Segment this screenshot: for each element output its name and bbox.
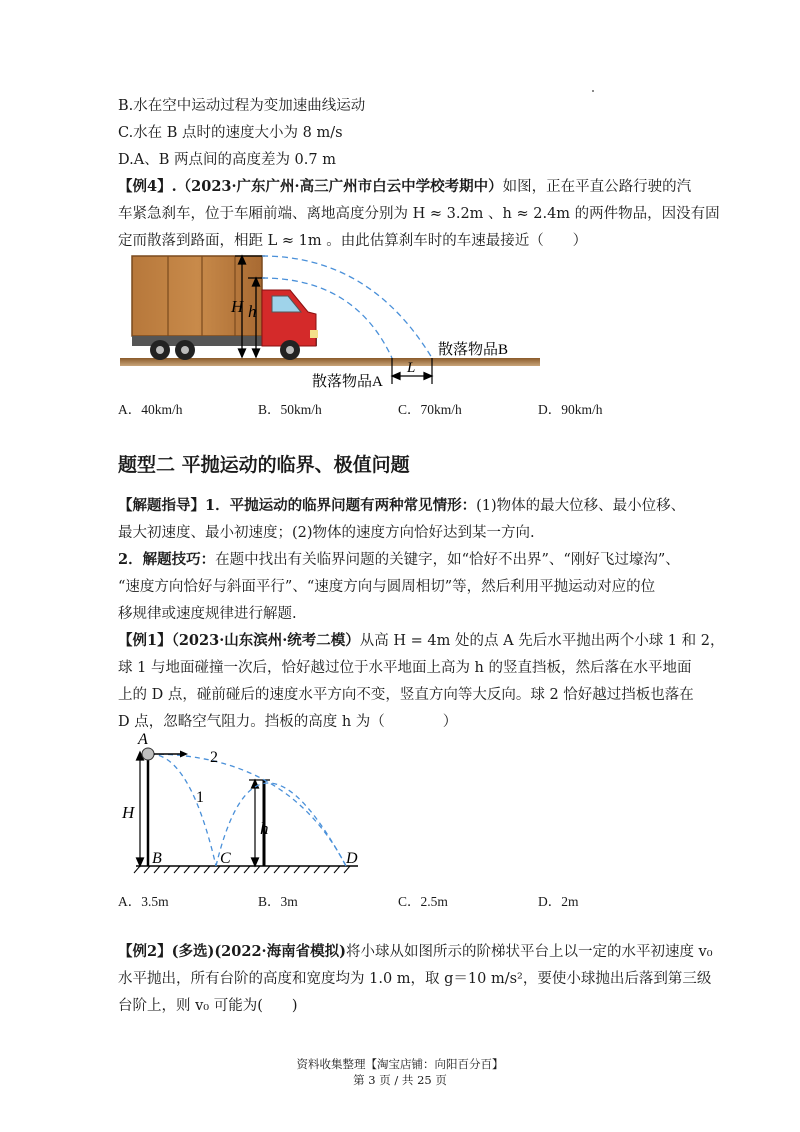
example4-label: 【例4】. [118,178,177,195]
ground-hatch [134,866,350,873]
label-B: B [152,850,162,867]
H-dimension [137,752,144,866]
option-d-prev: D.A、B 两点间的高度差为 0.7 m [118,152,336,168]
label-D: D [346,850,358,867]
stray-mark [592,90,594,92]
option-b-prev: B.水在空中运动过程为变加速曲线运动 [118,98,366,114]
option-c-prev: C.水在 B 点时的速度大小为 8 m/s [118,125,343,141]
h-dimension [252,780,259,866]
example4-source: （2023·广东广州·高三广州市白云中学校考期中） [176,178,503,195]
label-h-small: h [260,819,269,838]
tip-line1 [118,550,680,570]
footer-source: 资料收集整理【淘宝店铺：向阳百分百】 [296,1057,504,1071]
label-ball1: 1 [196,789,204,806]
section-title: 题型二 平抛运动的临界、极值问题 [118,454,410,476]
example1-line4: D 点，忽略空气阻力。挡板的高度 h 为（ ） [118,714,458,730]
example4-line2: 车紧急刹车，位于车厢前端、离地高度分别为 H ≈ 3.2m 、h ≈ 2.4m 的两件物品，因没有固 [118,206,720,222]
tip-text1: 在题中找出有关临界问题的关键字，如“恰好不出界”、“刚好飞过壕沟”、 [215,552,680,568]
ex1-option-c: C．2.5m [398,894,448,909]
ex4-option-b: B．50km/h [258,402,322,417]
ball2-trajectory [150,754,346,866]
example1-source: （2023·山东滨州·统考二模） [171,632,360,649]
ex1-option-d: D．2m [538,894,579,909]
ex1-option-a: A．3.5m [118,894,169,909]
label-item-b: 散落物品B [438,342,509,358]
ex4-option-d: D．90km/h [538,402,603,417]
label-ball2: 2 [210,749,218,766]
example4-line3: 定而散落到路面，相距 L ≈ 1m 。由此估算刹车时的车速最接近（ ） [118,233,588,249]
example1-line3: 上的 D 点，碰前碰后的速度水平方向不变，竖直方向等大反向。球 2 恰好越过挡板也落在 [118,687,694,703]
label-H-big: H [122,803,135,822]
label-item-a: 散落物品A [312,374,383,390]
ex4-option-c: C．70km/h [398,402,462,417]
tip-label: 2．解题技巧： [118,551,216,568]
guide-rest: (1)物体的最大位移、最小位移、 [476,498,686,514]
example2-source: (多选)(2022·海南省模拟) [171,943,346,960]
projectile-figure [118,730,378,880]
example2-line1 [118,942,713,962]
truck-figure [120,250,540,395]
example1-line2: 球 1 与地面碰撞一次后，恰好越过位于水平地面上高为 h 的竖直挡板，然后落在水平地面 [118,660,692,676]
guide-line1 [118,496,685,516]
ball1-bounce [216,783,346,866]
example2-line2: 水平抛出，所有台阶的高度和宽度均为 1.0 m，取 g＝10 m/s²，要使小球抛出后落到第三级 [118,971,712,987]
example2-label: 【例2】 [118,943,172,960]
example2-line3: 台阶上，则 v₀ 可能为( ) [118,998,298,1014]
label-H: H [231,297,244,316]
ex1-option-b: B．3m [258,894,298,909]
label-h: h [248,302,257,321]
ball [142,748,154,760]
ex4-option-a: A．40km/h [118,402,183,417]
tip-line2: “速度方向恰好与斜面平行”、“速度方向与圆周相切”等，然后利用平抛运动对应的位 [118,579,656,595]
example4-line1 [118,177,691,197]
footer-page-number: 第 3 页 / 共 25 页 [353,1073,447,1087]
label-A: A [138,731,148,748]
label-C: C [220,850,231,867]
guide-label: 【解题指导】1．平抛运动的临界问题有两种常见情形： [118,497,477,514]
guide-line2: 最大初速度、最小初速度；(2)物体的速度方向恰好达到某一方向. [118,525,535,541]
example1-label: 【例1】 [118,632,172,649]
label-L: L [407,360,416,376]
example1-text1: 从高 H = 4m 处的点 A 先后水平抛出两个小球 1 和 2， [359,633,725,649]
example2-text1: 将小球从如图所示的阶梯状平台上以一定的水平初速度 v₀ [345,944,713,960]
example1-line1 [118,631,724,651]
example4-text1: 如图，正在平直公路行驶的汽 [502,179,692,195]
tip-line3: 移规律或速度规律进行解题. [118,606,297,622]
